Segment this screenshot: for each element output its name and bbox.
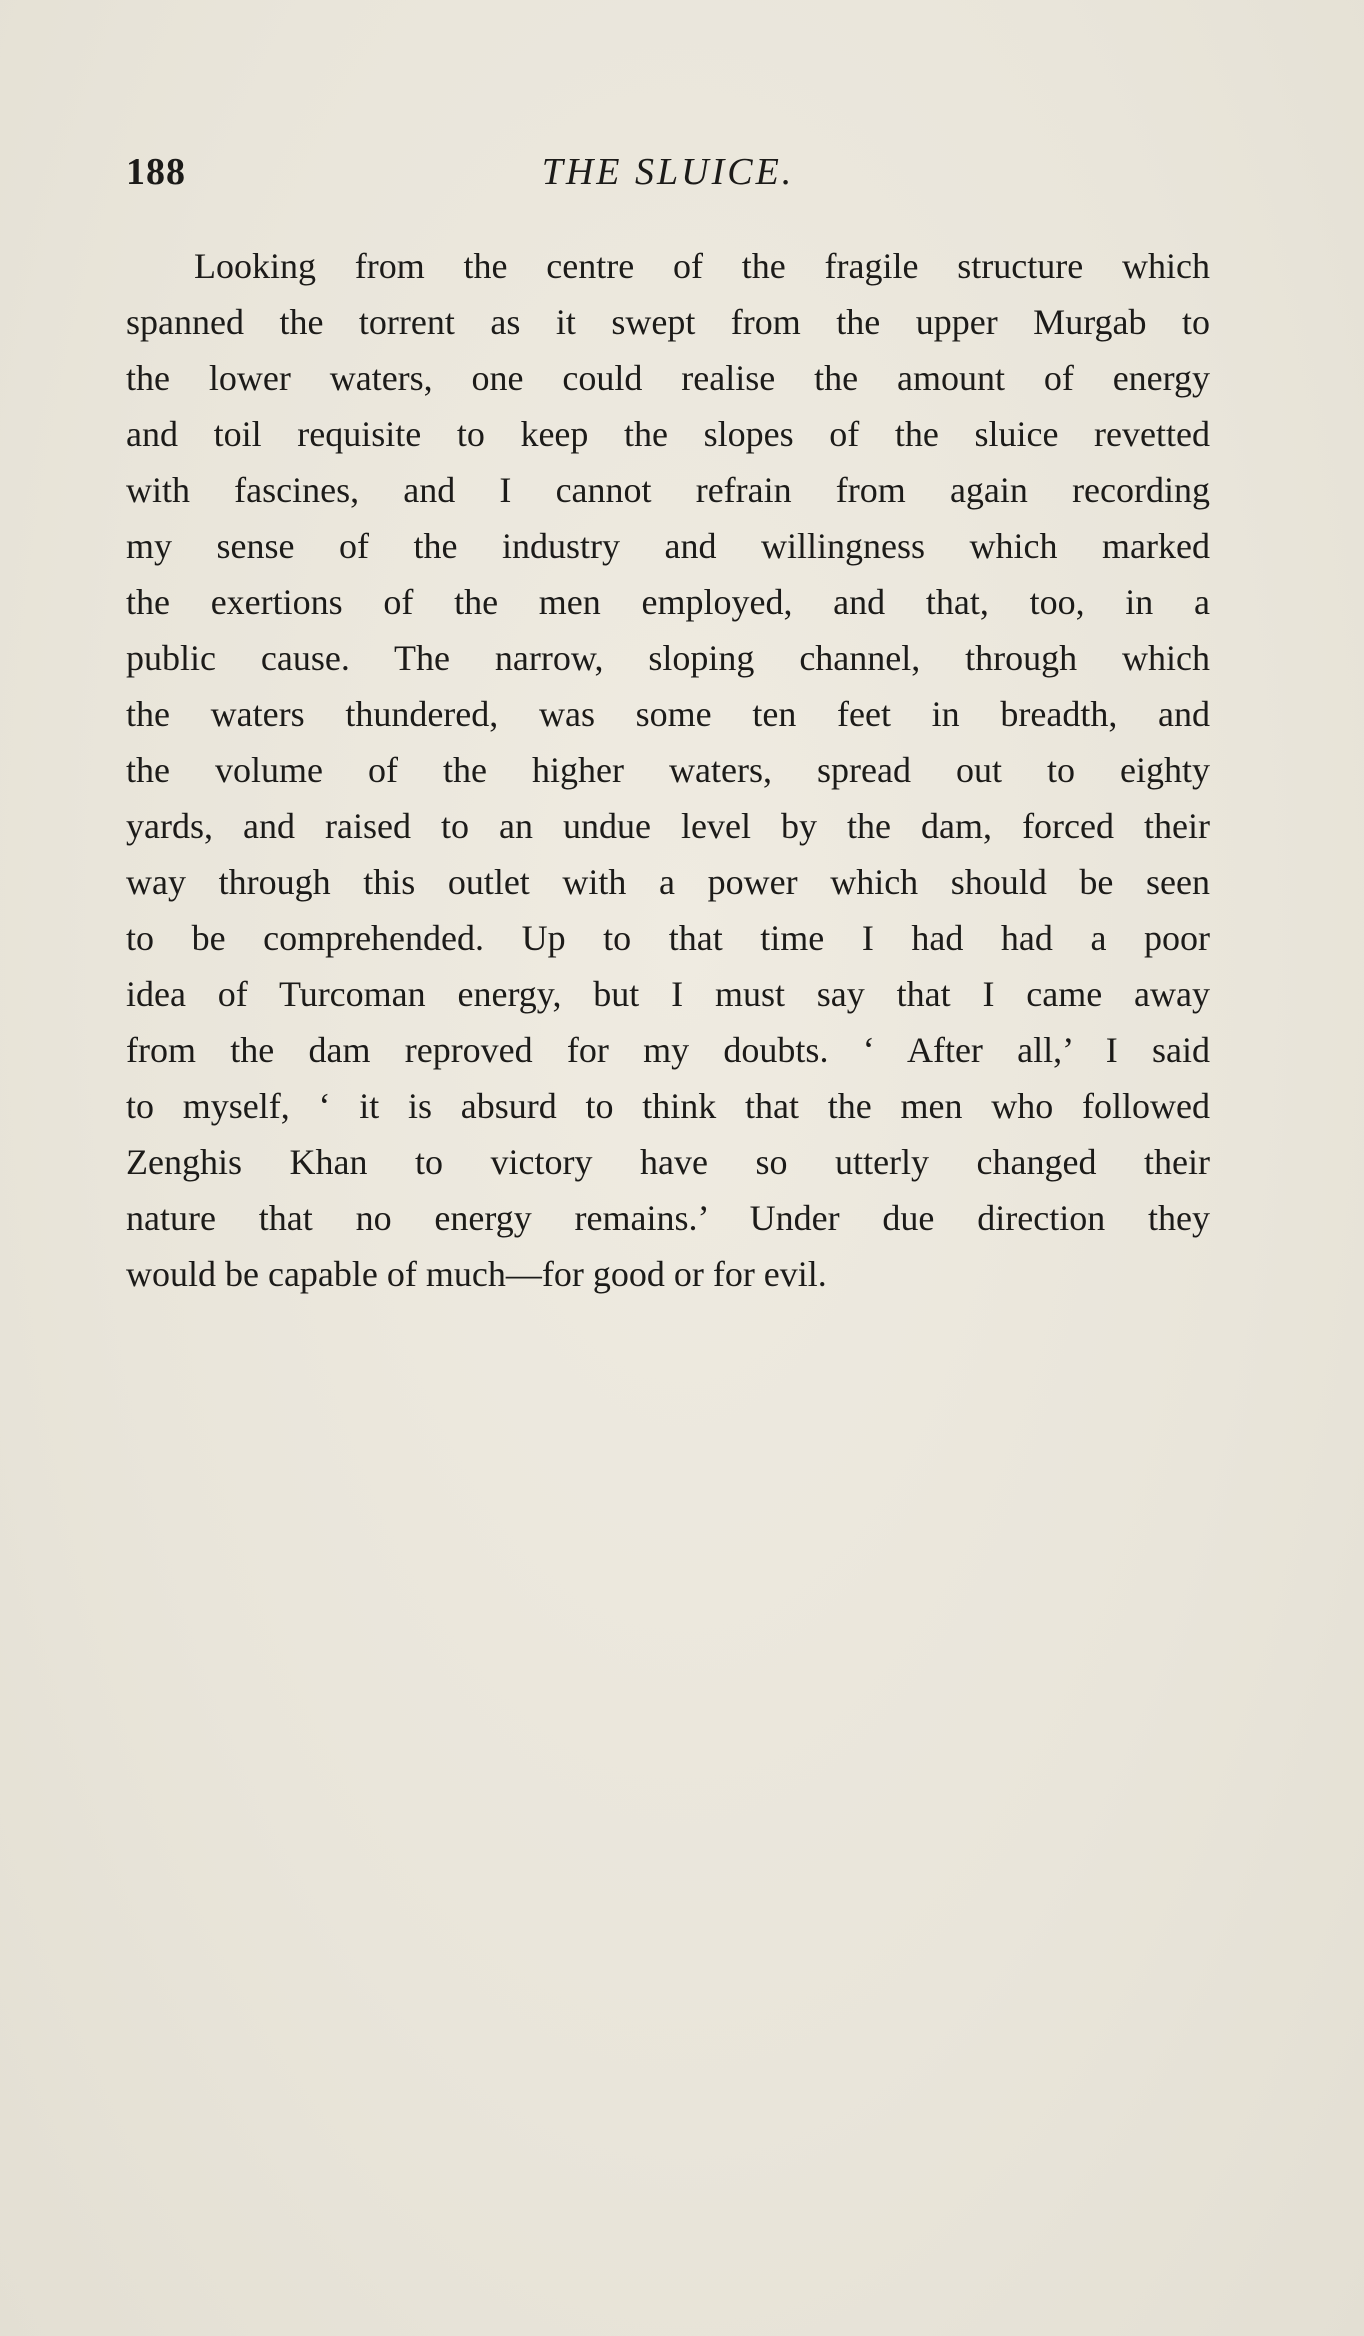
text-line: to be comprehended. Up to that time I had had a poor [126, 918, 1210, 958]
text-line: from the dam reproved for my doubts. ‘ After all,’ I said [126, 1030, 1210, 1070]
running-head: THE SLUICE. [541, 151, 795, 193]
text-line: Zenghis Khan to victory have so utterly changed their [126, 1142, 1210, 1182]
text-line: Looking from the centre of the fragile structure which [194, 246, 1210, 286]
text-line: spanned the torrent as it swept from the upper Murgab to [126, 302, 1210, 342]
text-line: yards, and raised to an undue level by the dam, forced their [126, 806, 1210, 846]
text-line: the volume of the higher waters, spread out to eighty [126, 750, 1210, 790]
text-line: the exertions of the men employed, and that, too, in a [126, 582, 1210, 622]
text-line: would be capable of much—for good or for evil. [126, 1254, 827, 1294]
page-header [126, 150, 1210, 210]
text-line: public cause. The narrow, sloping channel, through which [126, 638, 1210, 678]
text-line: way through this outlet with a power which should be seen [126, 862, 1210, 902]
text-line: and toil requisite to keep the slopes of the sluice revetted [126, 414, 1210, 454]
text-line: idea of Turcoman energy, but I must say that I came away [126, 974, 1210, 1014]
text-line: my sense of the industry and willingness which marked [126, 526, 1210, 566]
text-line: the waters thundered, was some ten feet in breadth, and [126, 694, 1210, 734]
text-line: with fascines, and I cannot refrain from again recording [126, 470, 1210, 510]
text-line: nature that no energy remains.’ Under due direction they [126, 1198, 1210, 1238]
text-line: to myself, ‘ it is absurd to think that the men who followed [126, 1086, 1210, 1126]
page-number: 188 [126, 151, 186, 193]
body-paragraph [126, 238, 1210, 1302]
text-line: the lower waters, one could realise the amount of energy [126, 358, 1210, 398]
